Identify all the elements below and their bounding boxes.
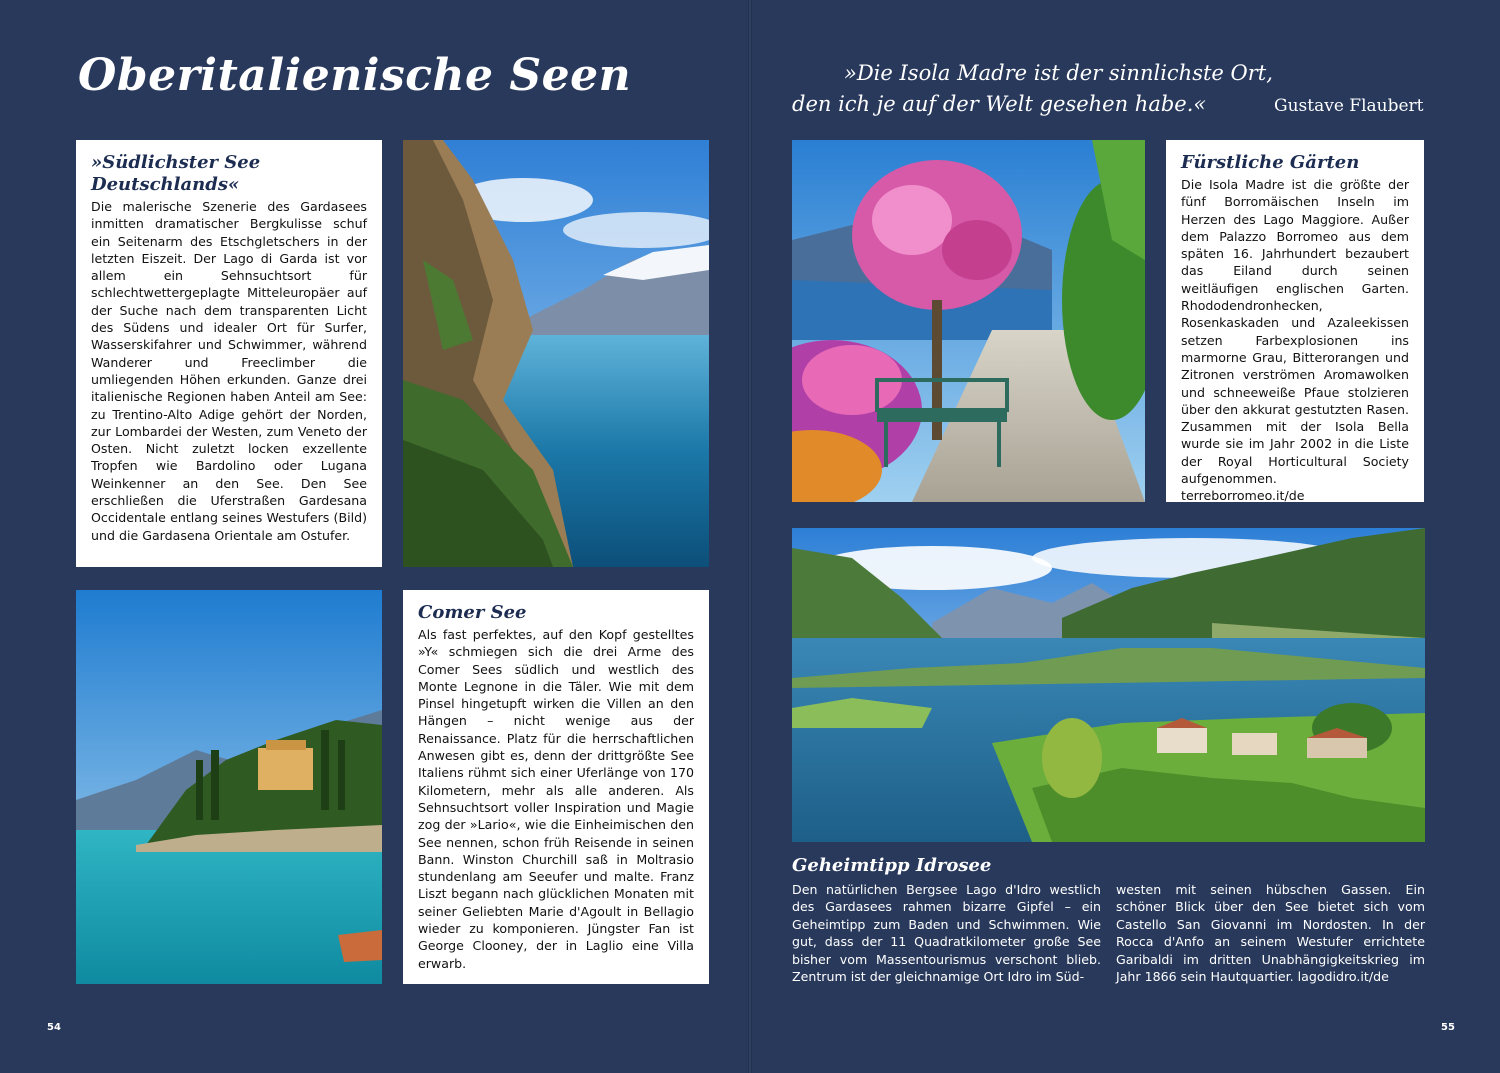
page-number-left: 54 bbox=[47, 1022, 61, 1033]
como-text-box bbox=[403, 590, 709, 984]
gardens-heading: Fürstliche Gärten bbox=[1181, 152, 1360, 173]
quote-author: Gustave Flaubert bbox=[1274, 96, 1424, 116]
lake-idro-photo bbox=[792, 528, 1425, 842]
page-number-right: 55 bbox=[1441, 1022, 1455, 1033]
como-text: Als fast perfektes, auf den Kopf gestelltes »Y« schmiegen sich die drei Arme des Comer Sees südlich und westlich des Monte Legnone in die Täler. Wie mit dem Pinsel hingetupft wirken die Villen an den Hängen – nicht wenige aus der Renaissance. Platz für die herrschaftlichen Anwesen gibt es, denn der drittgrößte See Italiens rühmt sich einer Uferlänge von 170 Kilometern, mehr als alle anderen. Als Sehnsuchtsort voller Inspiration und Magie zog der »Lario«, wie die Einheimischen den See nennen, schon früh Reisende in seinen Bann. Winston Churchill saß in Moltrasio stundenlang am Seeufer und malte. Franz Liszt begann nach glücklichen Monaten mit seiner Geliebten Marie d'Agoult in Bellagio wieder zu komponieren. Jüngster Fan ist George Clooney, der in Laglio eine Villa erwarb. bbox=[418, 627, 694, 971]
quote-line-1: »Die Isola Madre ist der sinnlichste Ort, bbox=[844, 61, 1273, 85]
garda-cliff-photo bbox=[403, 140, 709, 567]
lake-como-villa-photo bbox=[76, 590, 382, 984]
gardens-text: Die Isola Madre ist die größte der fünf Borromäischen Inseln im Herzen des Lago Maggiore. Außer dem Palazzo Borromeo aus dem späten 16. Jahrhundert bezaubert das Eiland durch seinen weitläufigen englischen Garten. Rhododendronhecken, Rosenkaskaden und Azaleekissen setzen Farbexplosionen ins marmorne Grau, Bitterorangen und Zitronen verströmen Aromawolken und schneeweiße Pfaue stolzieren über den akkurat gestutzten Rasen. Zusammen mit der Isola Bella wurde sie im Jahr 2002 in die Liste der Royal Horticultural Society aufgenommen. bbox=[1181, 177, 1409, 487]
garda-text: Die malerische Szenerie des Gardasees inmitten dramatischer Bergkulisse schuf ein Seitenarm des Etschgletschers in der letzten Eiszeit. Der Lago di Garda ist vor allem ein Sehnsuchtsort für schlechtwettergeplagte Mitteleuropäer auf der Suche nach dem transparenten Licht des Südens und idealer Ort für Surfer, Wasserskifahrer und Schwimmer, während Wanderer und Freeclimber die umliegenden Höhen erkunden. Ganze drei italienische Regionen haben Anteil am See: zu Trentino-Alto Adige gehört der Norden, zur Lombardei der Westen, zum Veneto der Osten. Nicht zuletzt locken exzellente Tropfen wie Bardolino oder Lugana Weinkenner an den See. Den See erschließen die Uferstraßen Gardesana Occidentale entlang seines Westufers (Bild) und die Gardasena Orientale am Ostufer. bbox=[91, 199, 367, 543]
page-title: Oberitalienische Seen bbox=[78, 50, 632, 101]
como-heading: Comer See bbox=[418, 602, 527, 623]
garda-heading: »Südlichster See Deutschlands« bbox=[91, 152, 261, 195]
idro-text-column-2: westen mit seinen hübschen Gassen. Ein schöner Blick über den See bietet sich vom Castello San Giovanni im Nordosten. In der Rocca d'Anfo an seinem Westufer errichtete Garibaldi im dritten Unabhängigkeitskrieg im Jahr 1866 sein Hautquartier. lagodidro.it/de bbox=[1116, 882, 1425, 985]
isola-madre-garden-photo bbox=[792, 140, 1145, 502]
garda-text-box bbox=[76, 140, 382, 567]
page-gutter bbox=[748, 0, 752, 1073]
flaubert-quote bbox=[792, 58, 1432, 120]
gardens-text-box bbox=[1166, 140, 1424, 502]
idro-text-column-1: Den natürlichen Bergsee Lago d'Idro westlich des Gardasees rahmen bizarre Gipfel – ein Geheimtipp zum Baden und Schwimmen. Wie gut, dass der 11 Quadratkilometer große See bisher vom Massentourismus verschont blieb. Zentrum ist der gleichnamige Ort Idro im Süd- bbox=[792, 882, 1101, 985]
gardens-link[interactable]: terreborromeo.it/de bbox=[1181, 488, 1305, 504]
idro-heading: Geheimtipp Idrosee bbox=[792, 855, 992, 876]
quote-line-2: den ich je auf der Welt gesehen habe.« bbox=[792, 92, 1207, 116]
